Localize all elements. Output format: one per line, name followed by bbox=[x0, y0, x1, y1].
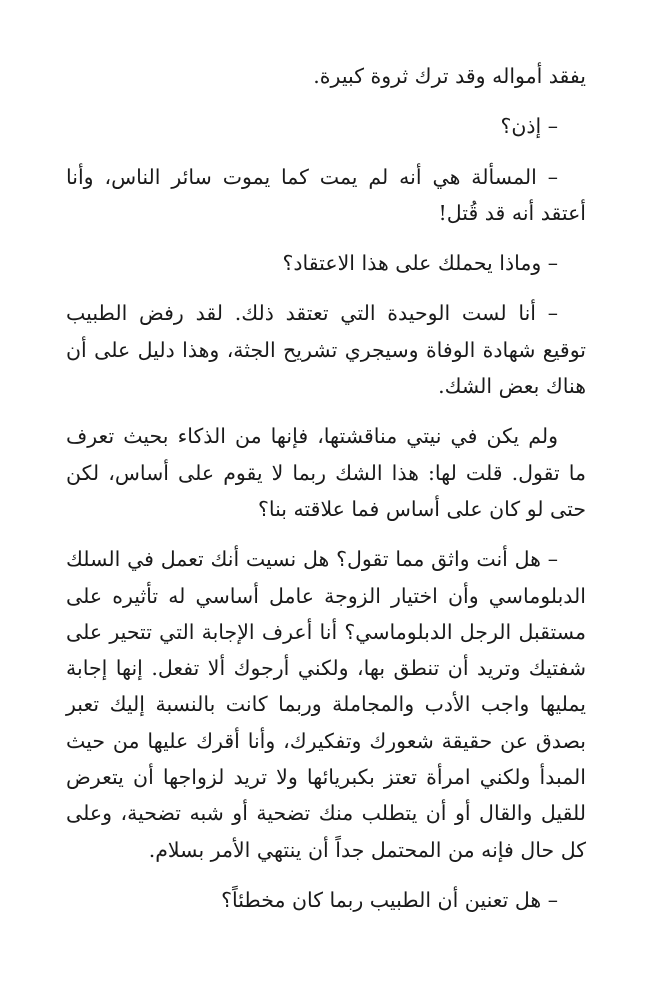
book-page bbox=[66, 58, 586, 932]
paragraph: – وماذا يحملك على هذا الاعتقاد؟ bbox=[282, 251, 558, 276]
paragraph: – أنا لست الوحيدة التي تعتقد ذلك. لقد رفض الطبيب توقيع شهادة الوفاة وسيجري تشريح الجثة، وهذا دليل على أن هناك بعض الشك. bbox=[66, 301, 586, 399]
paragraph: يفقد أمواله وقد ترك ثروة كبيرة. bbox=[313, 64, 586, 88]
paragraph: – هل أنت واثق مما تقول؟ هل نسيت أنك تعمل في السلك الدبلوماسي وأن اختيار الزوجة عامل أساسي له تأثيره على مستقبل الرجل الدبلوماسي؟ أنا أعرف الإجابة التي تتحير على شفتيك وتريد أن تنطق بها، ولكني أرجوك ألا تفعل. إنها إجابة يمليها واجب الأدب والمجاملة وربما كانت بالنسبة إليك تعبر بصدق عن حقيقة شعورك وتفكيرك، وأنا أقرك عليها من حيث المبدأ ولكني امرأة تعتز بكبريائها ولا تريد لزواجها أن يتعرض للقيل والقال أو أن يتطلب منك تضحية أو شبه تضحية، وعلى كل حال فإنه من المحتمل جداً أن ينتهي الأمر بسلام. bbox=[66, 547, 586, 862]
paragraph: ولم يكن في نيتي مناقشتها، فإنها من الذكاء بحيث تعرف ما تقول. قلت لها: هذا الشك ربما لا يقوم على أساس، لكن حتى لو كان على أساس فما علاقته بنا؟ bbox=[66, 424, 586, 521]
paragraph: – هل تعنين أن الطبيب ربما كان مخطئاً؟ bbox=[221, 887, 558, 912]
paragraph: – المسألة هي أنه لم يمت كما يموت سائر الناس، وأنا أعتقد أنه قد قُتل! bbox=[66, 164, 586, 225]
paragraph: – إذن؟ bbox=[500, 114, 558, 139]
